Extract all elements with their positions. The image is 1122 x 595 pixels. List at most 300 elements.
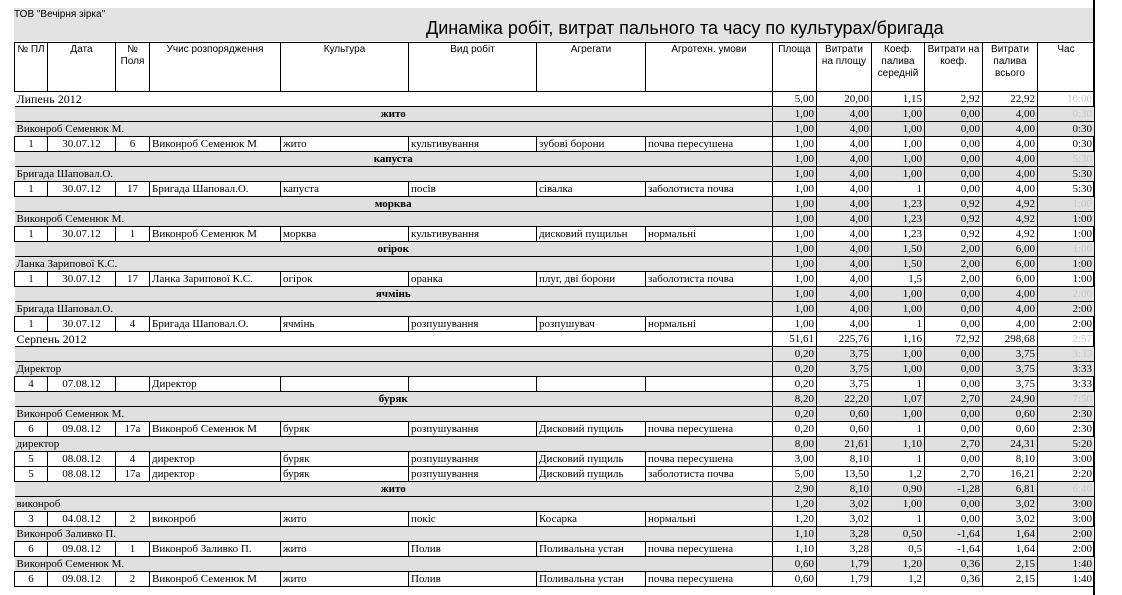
crop-group-row <box>15 242 1095 257</box>
fuel-total-cell: 4,00 <box>983 302 1038 317</box>
fuel-coef-cell: 1,50 <box>872 257 925 272</box>
time-cell: 10:00 <box>1038 92 1095 107</box>
date-cell: 30.07.12 <box>48 272 116 287</box>
fuel-coef-cell: 1,2 <box>872 467 925 482</box>
date-cell: 07.08.12 <box>48 377 116 392</box>
consumption-per-area-cell: 4,00 <box>817 227 872 242</box>
plan-number-cell: 1 <box>15 317 48 332</box>
brigade-label: Ланка Зарипової К.С. <box>15 257 773 272</box>
time-cell: 5:30 <box>1038 152 1095 167</box>
time-cell: 5:30 <box>1038 182 1095 197</box>
time-cell: 1:40 <box>1038 557 1095 572</box>
area-cell: 3,00 <box>773 452 817 467</box>
detail-row <box>15 272 1095 287</box>
crop-group-row <box>15 482 1095 497</box>
plan-number-cell: 6 <box>15 572 48 587</box>
brigade-label: Виконроб Семенюк М. <box>15 407 773 422</box>
fuel-coef-cell: 1,00 <box>872 107 925 122</box>
date-cell: 30.07.12 <box>48 227 116 242</box>
fuel-total-cell: 0,60 <box>983 422 1038 437</box>
area-cell: 8,20 <box>773 392 817 407</box>
brigade-label: Виконроб Семенюк М. <box>15 212 773 227</box>
fuel-total-cell: 4,92 <box>983 227 1038 242</box>
aggregate-cell: розпушувач <box>537 317 646 332</box>
fuel-total-cell: 6,00 <box>983 257 1038 272</box>
col-header: Агротехн. умови <box>646 43 773 92</box>
fuel-total-cell: 4,00 <box>983 287 1038 302</box>
time-cell: 5:30 <box>1038 167 1095 182</box>
fuel-total-cell: 3,75 <box>983 362 1038 377</box>
consumption-per-area-cell: 8,10 <box>817 452 872 467</box>
fuel-total-cell: 0,60 <box>983 407 1038 422</box>
detail-row <box>15 377 1095 392</box>
fuel-coef-cell: 1,00 <box>872 137 925 152</box>
fuel-total-cell: 6,81 <box>983 482 1038 497</box>
consumption-per-area-cell: 225,76 <box>817 332 872 347</box>
col-header: № Поля <box>116 43 150 92</box>
crop-group-row <box>15 347 1095 362</box>
fuel-coef-cell: 1 <box>872 512 925 527</box>
fuel-total-cell: 4,00 <box>983 167 1038 182</box>
coef-consumption-cell: 0,00 <box>925 362 983 377</box>
fuel-coef-cell: 1,00 <box>872 362 925 377</box>
area-cell: 1,00 <box>773 137 817 152</box>
detail-row <box>15 182 1095 197</box>
consumption-per-area-cell: 4,00 <box>817 257 872 272</box>
detail-row <box>15 317 1095 332</box>
fuel-coef-cell: 1,00 <box>872 167 925 182</box>
consumption-per-area-cell: 4,00 <box>817 107 872 122</box>
time-cell: 2:00 <box>1038 302 1095 317</box>
plan-number-cell: 1 <box>15 137 48 152</box>
area-cell: 0,60 <box>773 572 817 587</box>
field-number-cell: 1 <box>116 227 150 242</box>
consumption-per-area-cell: 3,28 <box>817 527 872 542</box>
coef-consumption-cell: 0,36 <box>925 572 983 587</box>
crop-group-row <box>15 392 1095 407</box>
responsible-cell: Виконроб Семенюк М <box>150 572 281 587</box>
brigade-group-row <box>15 122 1095 137</box>
responsible-cell: Виконроб Заливко П. <box>150 542 281 557</box>
work-type-cell: розпушування <box>409 317 537 332</box>
time-cell: 1:00 <box>1038 257 1095 272</box>
col-header: Вид робіт <box>409 43 537 92</box>
area-cell: 1,00 <box>773 227 817 242</box>
date-cell: 30.07.12 <box>48 317 116 332</box>
detail-row <box>15 572 1095 587</box>
fuel-coef-cell: 1,23 <box>872 227 925 242</box>
agro-conditions-cell: почва пересушена <box>646 137 773 152</box>
brigade-label: директор <box>15 437 773 452</box>
date-cell: 08.08.12 <box>48 452 116 467</box>
field-number-cell: 4 <box>116 317 150 332</box>
plan-number-cell: 5 <box>15 452 48 467</box>
detail-row <box>15 452 1095 467</box>
aggregate-cell: Дисковий пущиль <box>537 452 646 467</box>
crop-cell: огірок <box>281 272 409 287</box>
consumption-per-area-cell: 4,00 <box>817 167 872 182</box>
coef-consumption-cell: 2,00 <box>925 242 983 257</box>
time-cell: 1:40 <box>1038 572 1095 587</box>
aggregate-cell: дисковий пущильн <box>537 227 646 242</box>
field-number-cell: 17 <box>116 182 150 197</box>
time-cell: 6:40 <box>1038 482 1095 497</box>
area-cell: 1,20 <box>773 497 817 512</box>
col-header: Дата <box>48 43 116 92</box>
fuel-total-cell: 1,64 <box>983 542 1038 557</box>
coef-consumption-cell: 2,92 <box>925 92 983 107</box>
month-label: Липень 2012 <box>15 92 773 107</box>
time-cell: 3:33 <box>1038 347 1095 362</box>
plan-number-cell: 1 <box>15 182 48 197</box>
consumption-per-area-cell: 3,28 <box>817 542 872 557</box>
area-cell: 0,60 <box>773 557 817 572</box>
fuel-coef-cell: 0,90 <box>872 482 925 497</box>
col-header: Витрати на площу <box>817 43 872 92</box>
crop-group-row <box>15 197 1095 212</box>
consumption-per-area-cell: 4,00 <box>817 242 872 257</box>
area-cell: 1,00 <box>773 182 817 197</box>
agro-conditions-cell: почва пересушена <box>646 572 773 587</box>
work-type-cell: розпушування <box>409 452 537 467</box>
work-type-cell: розпушування <box>409 467 537 482</box>
fuel-total-cell: 2,15 <box>983 557 1038 572</box>
coef-consumption-cell: 0,00 <box>925 317 983 332</box>
consumption-per-area-cell: 4,00 <box>817 287 872 302</box>
crop-cell: буряк <box>281 452 409 467</box>
field-number-cell: 2 <box>116 512 150 527</box>
fuel-total-cell: 4,92 <box>983 197 1038 212</box>
coef-consumption-cell: 0,36 <box>925 557 983 572</box>
area-cell: 1,00 <box>773 212 817 227</box>
fuel-coef-cell: 1,23 <box>872 197 925 212</box>
fuel-coef-cell: 1 <box>872 452 925 467</box>
coef-consumption-cell: 2,00 <box>925 257 983 272</box>
fuel-total-cell: 8,10 <box>983 452 1038 467</box>
time-cell: 3:00 <box>1038 512 1095 527</box>
agro-conditions-cell: почва пересушена <box>646 422 773 437</box>
report-title: Динаміка робіт, витрат пального та часу по культурах/бригада <box>426 18 944 38</box>
col-header: Учис розпорядження <box>150 43 281 92</box>
coef-consumption-cell: 0,92 <box>925 227 983 242</box>
consumption-per-area-cell: 4,00 <box>817 212 872 227</box>
area-cell: 0,20 <box>773 407 817 422</box>
time-cell: 5:20 <box>1038 437 1095 452</box>
crop-cell <box>281 377 409 392</box>
time-cell: 1:00 <box>1038 227 1095 242</box>
time-cell: 2:00 <box>1038 542 1095 557</box>
responsible-cell: Ланка Зарипової К.С. <box>150 272 281 287</box>
time-cell: 2:57 <box>1038 332 1095 347</box>
field-number-cell: 1 <box>116 542 150 557</box>
fuel-coef-cell: 1,00 <box>872 152 925 167</box>
plan-number-cell: 3 <box>15 512 48 527</box>
time-cell: 0:30 <box>1038 137 1095 152</box>
fuel-coef-cell: 1,50 <box>872 242 925 257</box>
responsible-cell: Бригада Шаповал.О. <box>150 317 281 332</box>
brigade-label: Бригада Шаповал.О. <box>15 167 773 182</box>
company-name: ТОВ "Вечірня зірка" <box>14 9 106 20</box>
crop-cell: капуста <box>281 182 409 197</box>
fuel-coef-cell: 1,20 <box>872 557 925 572</box>
agro-conditions-cell: заболотиста почва <box>646 467 773 482</box>
fuel-total-cell: 4,00 <box>983 137 1038 152</box>
brigade-label: Виконроб Заливко П. <box>15 527 773 542</box>
fuel-total-cell: 3,02 <box>983 512 1038 527</box>
area-cell: 1,00 <box>773 167 817 182</box>
work-type-cell: Полив <box>409 542 537 557</box>
fuel-coef-cell: 1,15 <box>872 92 925 107</box>
aggregate-cell: Дисковий пущиль <box>537 467 646 482</box>
plan-number-cell: 5 <box>15 467 48 482</box>
responsible-cell: директор <box>150 467 281 482</box>
date-cell: 30.07.12 <box>48 182 116 197</box>
fuel-total-cell: 24,90 <box>983 392 1038 407</box>
brigade-group-row <box>15 497 1095 512</box>
fuel-total-cell: 6,00 <box>983 272 1038 287</box>
fuel-total-cell: 4,00 <box>983 107 1038 122</box>
work-type-cell: покіс <box>409 512 537 527</box>
coef-consumption-cell: 0,92 <box>925 212 983 227</box>
crop-label: огірок <box>15 242 773 257</box>
fuel-total-cell: 298,68 <box>983 332 1038 347</box>
time-cell: 0:30 <box>1038 122 1095 137</box>
consumption-per-area-cell: 4,00 <box>817 197 872 212</box>
plan-number-cell: 6 <box>15 542 48 557</box>
area-cell: 51,61 <box>773 332 817 347</box>
field-number-cell: 17а <box>116 467 150 482</box>
coef-consumption-cell: 0,00 <box>925 287 983 302</box>
consumption-per-area-cell: 0,60 <box>817 422 872 437</box>
coef-consumption-cell: 0,00 <box>925 422 983 437</box>
area-cell: 1,00 <box>773 317 817 332</box>
date-cell: 04.08.12 <box>48 512 116 527</box>
area-cell: 8,00 <box>773 437 817 452</box>
aggregate-cell: Поливальна устан <box>537 542 646 557</box>
time-cell: 3:00 <box>1038 452 1095 467</box>
fuel-coef-cell: 0,50 <box>872 527 925 542</box>
consumption-per-area-cell: 13,50 <box>817 467 872 482</box>
consumption-per-area-cell: 4,00 <box>817 302 872 317</box>
consumption-per-area-cell: 3,75 <box>817 347 872 362</box>
responsible-cell: Виконроб Семенюк М <box>150 137 281 152</box>
area-cell: 0,20 <box>773 362 817 377</box>
crop-group-row <box>15 107 1095 122</box>
area-cell: 1,00 <box>773 107 817 122</box>
coef-consumption-cell: -1,28 <box>925 482 983 497</box>
fuel-coef-cell: 1,2 <box>872 572 925 587</box>
coef-consumption-cell: 0,00 <box>925 152 983 167</box>
time-cell: 3:33 <box>1038 362 1095 377</box>
time-cell: 2:30 <box>1038 422 1095 437</box>
date-cell: 30.07.12 <box>48 137 116 152</box>
area-cell: 1,00 <box>773 302 817 317</box>
area-cell: 0,20 <box>773 422 817 437</box>
plan-number-cell: 1 <box>15 227 48 242</box>
fuel-total-cell: 16,21 <box>983 467 1038 482</box>
area-cell: 1,00 <box>773 197 817 212</box>
consumption-per-area-cell: 3,02 <box>817 512 872 527</box>
area-cell: 2,90 <box>773 482 817 497</box>
coef-consumption-cell: 0,00 <box>925 407 983 422</box>
area-cell: 0,20 <box>773 347 817 362</box>
plan-number-cell: 1 <box>15 272 48 287</box>
coef-consumption-cell: 2,00 <box>925 272 983 287</box>
header-row <box>15 43 1095 92</box>
aggregate-cell: Косарка <box>537 512 646 527</box>
work-type-cell: культивування <box>409 137 537 152</box>
fuel-total-cell: 4,00 <box>983 122 1038 137</box>
time-cell: 1:00 <box>1038 197 1095 212</box>
consumption-per-area-cell: 3,02 <box>817 497 872 512</box>
time-cell: 3:33 <box>1038 377 1095 392</box>
fuel-total-cell: 4,00 <box>983 182 1038 197</box>
brigade-label: Виконроб Семенюк М. <box>15 557 773 572</box>
col-header: Витрати на коеф. <box>925 43 983 92</box>
coef-consumption-cell: 0,00 <box>925 452 983 467</box>
consumption-per-area-cell: 4,00 <box>817 152 872 167</box>
coef-consumption-cell: 0,00 <box>925 512 983 527</box>
responsible-cell: Бригада Шаповал.О. <box>150 182 281 197</box>
area-cell: 0,20 <box>773 377 817 392</box>
fuel-total-cell: 4,00 <box>983 152 1038 167</box>
crop-label: морква <box>15 197 773 212</box>
brigade-group-row <box>15 407 1095 422</box>
area-cell: 1,00 <box>773 257 817 272</box>
fuel-coef-cell: 0,5 <box>872 542 925 557</box>
time-cell: 1:00 <box>1038 212 1095 227</box>
agro-conditions-cell: нормальні <box>646 512 773 527</box>
area-cell: 1,00 <box>773 272 817 287</box>
fuel-coef-cell: 1,00 <box>872 347 925 362</box>
agro-conditions-cell: заболотиста почва <box>646 272 773 287</box>
date-cell: 09.08.12 <box>48 422 116 437</box>
consumption-per-area-cell: 3,75 <box>817 377 872 392</box>
brigade-group-row <box>15 302 1095 317</box>
date-cell: 09.08.12 <box>48 572 116 587</box>
coef-consumption-cell: -1,64 <box>925 542 983 557</box>
fuel-coef-cell: 1,00 <box>872 497 925 512</box>
time-cell: 7:50 <box>1038 392 1095 407</box>
consumption-per-area-cell: 0,60 <box>817 407 872 422</box>
coef-consumption-cell: 0,92 <box>925 197 983 212</box>
time-cell: 2:20 <box>1038 467 1095 482</box>
coef-consumption-cell: 72,92 <box>925 332 983 347</box>
crop-label <box>15 347 773 362</box>
fuel-coef-cell: 1,23 <box>872 212 925 227</box>
crop-label: жито <box>15 107 773 122</box>
fuel-coef-cell: 1,00 <box>872 287 925 302</box>
date-cell: 08.08.12 <box>48 467 116 482</box>
crop-cell: жито <box>281 572 409 587</box>
month-group-row <box>15 332 1095 347</box>
coef-consumption-cell: 0,00 <box>925 137 983 152</box>
fuel-coef-cell: 1,10 <box>872 437 925 452</box>
report-table <box>14 42 1095 587</box>
field-number-cell: 4 <box>116 452 150 467</box>
brigade-group-row <box>15 437 1095 452</box>
agro-conditions-cell: почва пересушена <box>646 452 773 467</box>
area-cell: 1,10 <box>773 542 817 557</box>
consumption-per-area-cell: 4,00 <box>817 317 872 332</box>
consumption-per-area-cell: 21,61 <box>817 437 872 452</box>
crop-cell: жито <box>281 137 409 152</box>
consumption-per-area-cell: 1,79 <box>817 572 872 587</box>
month-label: Серпень 2012 <box>15 332 773 347</box>
responsible-cell: директор <box>150 452 281 467</box>
brigade-group-row <box>15 527 1095 542</box>
fuel-coef-cell: 1,5 <box>872 272 925 287</box>
fuel-total-cell: 4,92 <box>983 212 1038 227</box>
responsible-cell: Виконроб Семенюк М <box>150 227 281 242</box>
fuel-total-cell: 3,02 <box>983 497 1038 512</box>
aggregate-cell: Поливальна устан <box>537 572 646 587</box>
fuel-coef-cell: 1 <box>872 317 925 332</box>
work-type-cell: культивування <box>409 227 537 242</box>
coef-consumption-cell: 0,00 <box>925 302 983 317</box>
crop-label: жито <box>15 482 773 497</box>
time-cell: 2:30 <box>1038 407 1095 422</box>
area-cell: 1,00 <box>773 152 817 167</box>
fuel-total-cell: 3,75 <box>983 347 1038 362</box>
area-cell: 5,00 <box>773 467 817 482</box>
time-cell: 3:00 <box>1038 497 1095 512</box>
field-number-cell: 17 <box>116 272 150 287</box>
consumption-per-area-cell: 20,00 <box>817 92 872 107</box>
fuel-coef-cell: 1,07 <box>872 392 925 407</box>
consumption-per-area-cell: 4,00 <box>817 272 872 287</box>
consumption-per-area-cell: 22,20 <box>817 392 872 407</box>
coef-consumption-cell: 0,00 <box>925 182 983 197</box>
crop-cell: буряк <box>281 422 409 437</box>
crop-cell: жито <box>281 542 409 557</box>
crop-label: капуста <box>15 152 773 167</box>
plan-number-cell: 4 <box>15 377 48 392</box>
fuel-total-cell: 24,31 <box>983 437 1038 452</box>
coef-consumption-cell: 0,00 <box>925 122 983 137</box>
coef-consumption-cell: 2,70 <box>925 392 983 407</box>
crop-label: буряк <box>15 392 773 407</box>
detail-row <box>15 467 1095 482</box>
aggregate-cell <box>537 377 646 392</box>
fuel-coef-cell: 1 <box>872 182 925 197</box>
coef-consumption-cell: 0,00 <box>925 497 983 512</box>
crop-cell: жито <box>281 512 409 527</box>
brigade-group-row <box>15 557 1095 572</box>
brigade-group-row <box>15 212 1095 227</box>
field-number-cell: 6 <box>116 137 150 152</box>
area-cell: 1,00 <box>773 287 817 302</box>
fuel-coef-cell: 1 <box>872 377 925 392</box>
area-cell: 1,10 <box>773 527 817 542</box>
work-type-cell: посів <box>409 182 537 197</box>
time-cell: 2:00 <box>1038 317 1095 332</box>
crop-group-row <box>15 152 1095 167</box>
aggregate-cell: плуг, дві борони <box>537 272 646 287</box>
area-cell: 1,20 <box>773 512 817 527</box>
consumption-per-area-cell: 4,00 <box>817 137 872 152</box>
aggregate-cell: зубові борони <box>537 137 646 152</box>
detail-row <box>15 137 1095 152</box>
aggregate-cell: Дисковий пущиль <box>537 422 646 437</box>
crop-cell: буряк <box>281 467 409 482</box>
date-cell: 09.08.12 <box>48 542 116 557</box>
responsible-cell: виконроб <box>150 512 281 527</box>
col-header: Коеф. палива середній <box>872 43 925 92</box>
brigade-label: Директор <box>15 362 773 377</box>
col-header: Час <box>1038 43 1095 92</box>
fuel-total-cell: 3,75 <box>983 377 1038 392</box>
